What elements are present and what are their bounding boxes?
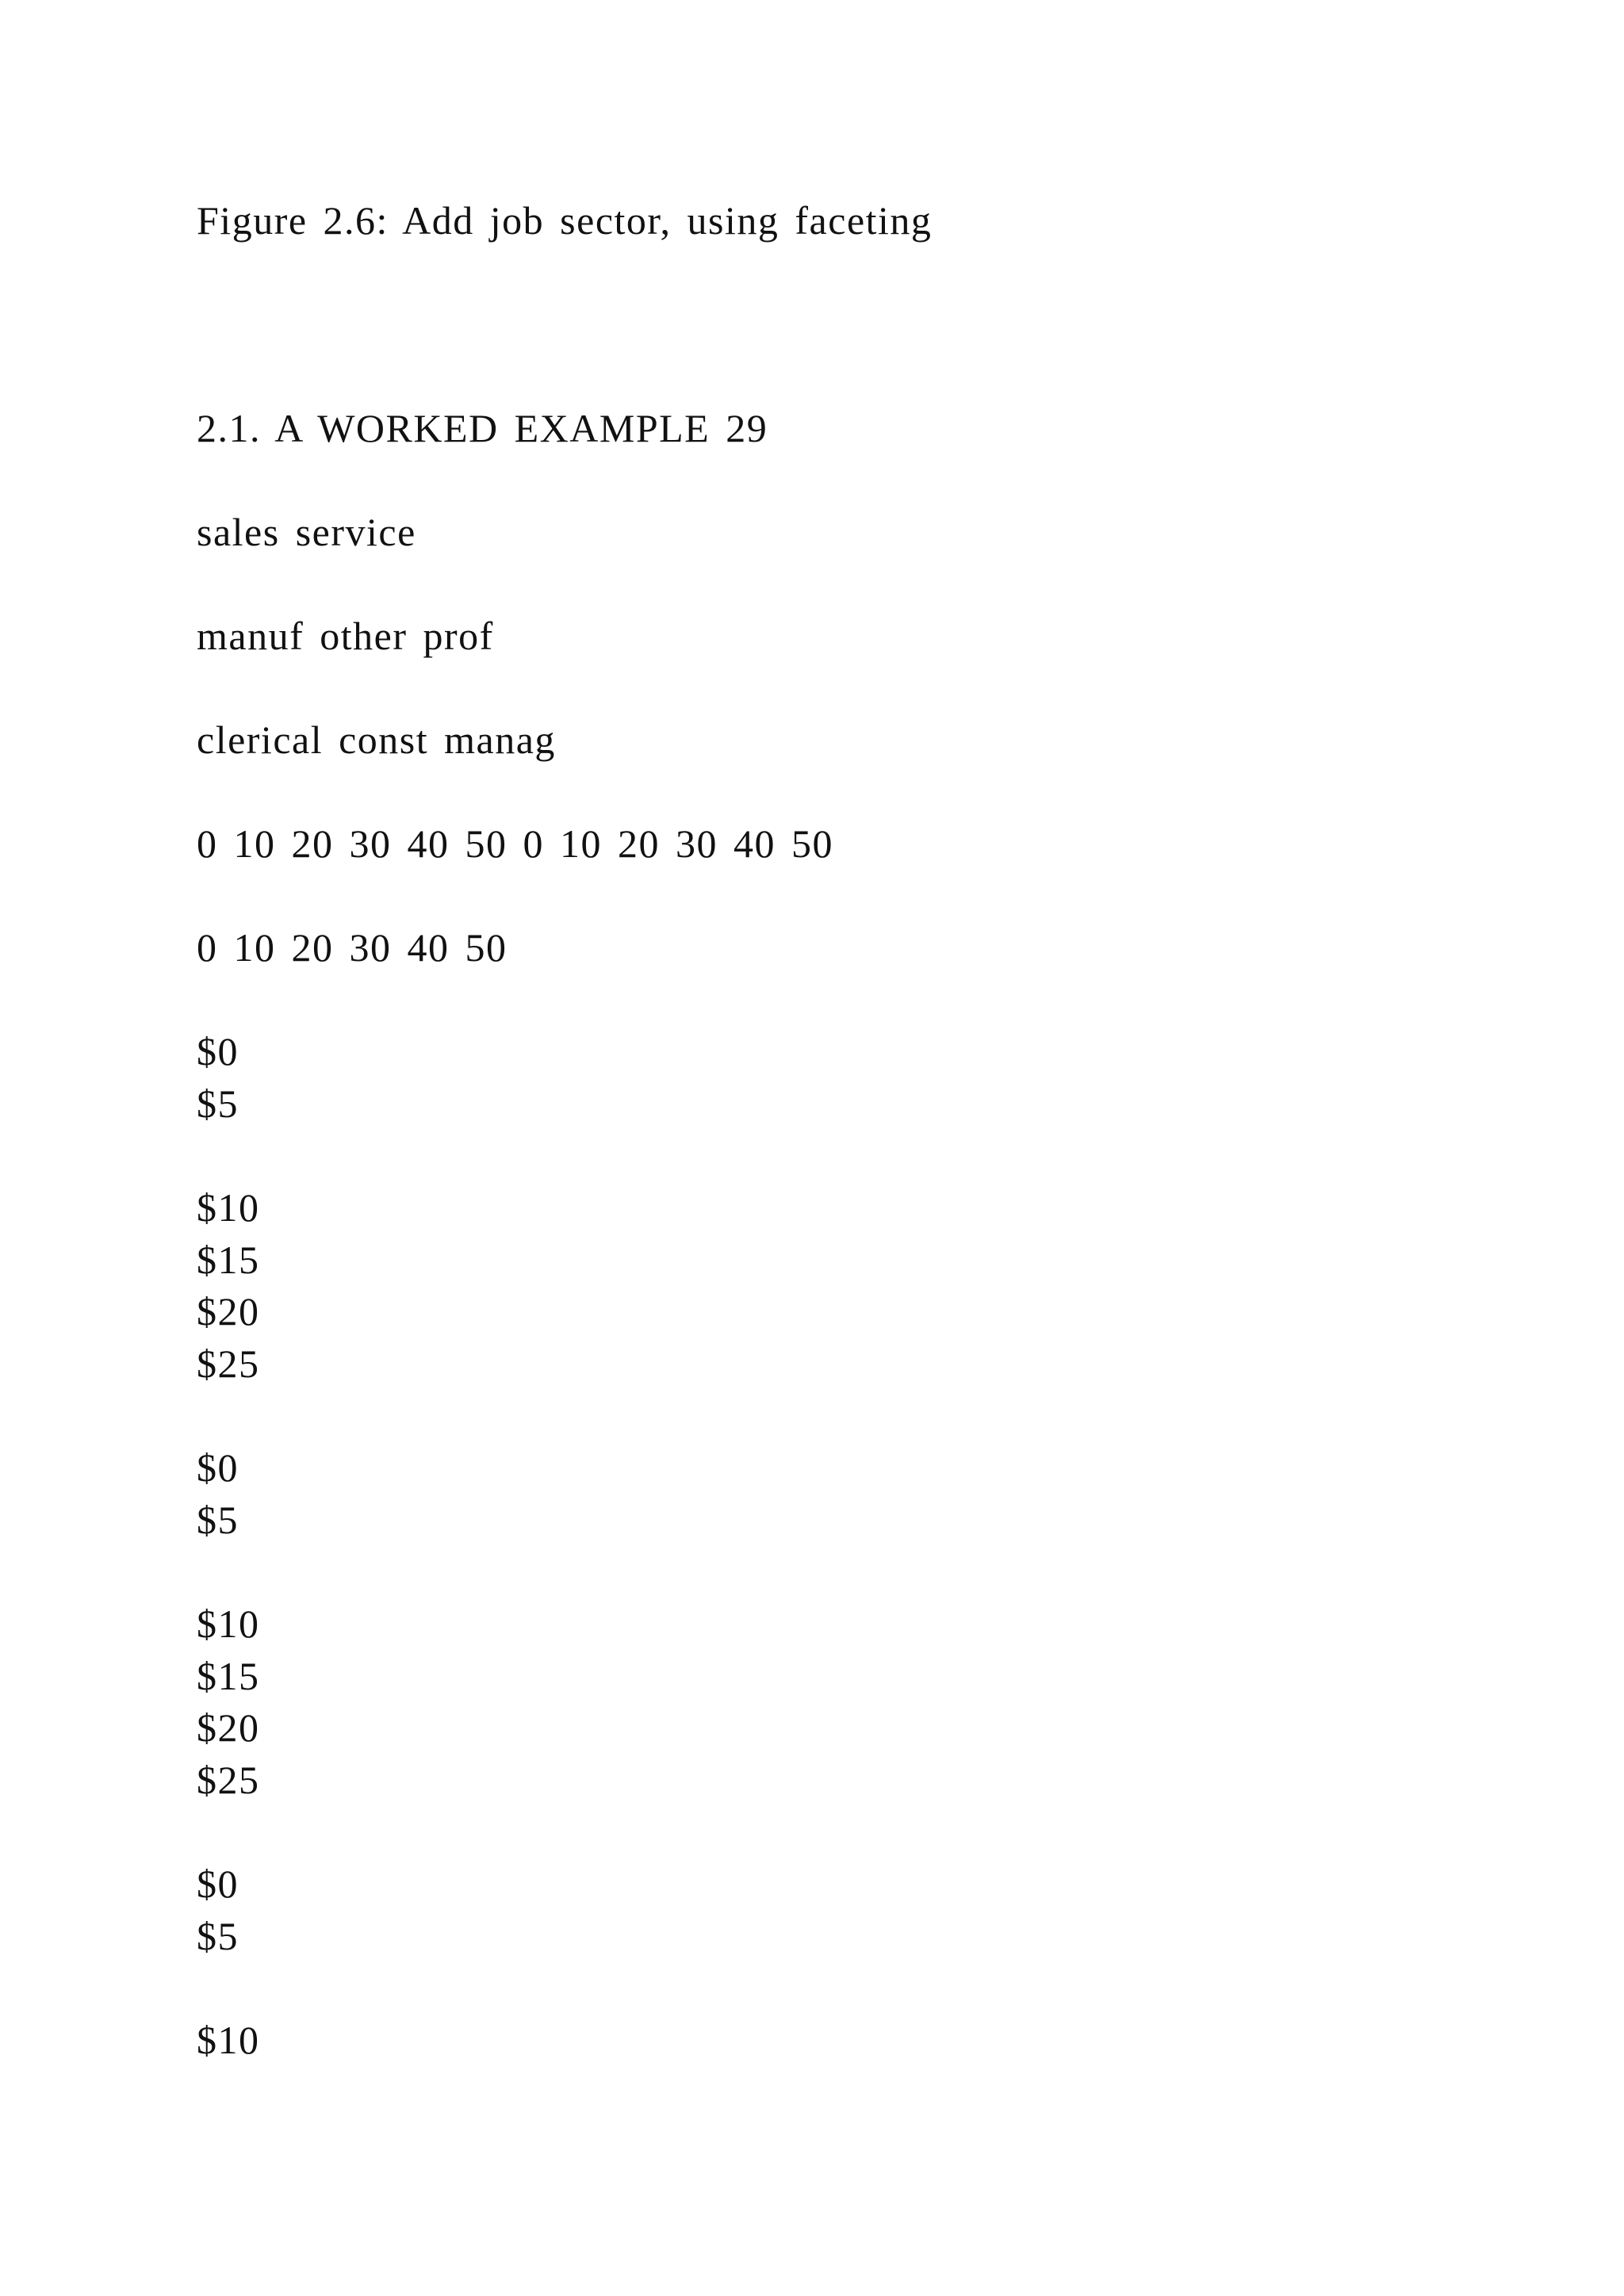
y-tick: $15 [197,1238,260,1282]
facet-label-row-1: sales service [197,510,416,554]
y-tick: $10 [197,1185,260,1230]
y-tick: $0 [197,1445,239,1490]
facet-label-row-2: manuf other prof [197,614,494,658]
running-header: 2.1. A WORKED EXAMPLE 29 [197,406,768,450]
y-tick: $20 [197,1289,260,1334]
y-tick: $5 [197,1498,239,1542]
y-tick: $10 [197,1601,260,1646]
y-tick: $25 [197,1758,260,1802]
facet-label-row-3: clerical const manag [197,718,556,762]
y-tick: $0 [197,1862,239,1906]
x-axis-ticks-row-2: 0 10 20 30 40 50 [197,925,508,970]
y-tick: $25 [197,1341,260,1386]
y-tick: $0 [197,1029,239,1073]
y-tick: $20 [197,1705,260,1750]
y-tick: $5 [197,1081,239,1126]
x-axis-ticks-row-1: 0 10 20 30 40 50 0 10 20 30 40 50 [197,821,833,866]
figure-caption: Figure 2.6: Add job sector, using faceting [197,198,933,243]
y-tick: $10 [197,2018,260,2062]
y-tick: $5 [197,1914,239,1958]
y-tick: $15 [197,1654,260,1698]
